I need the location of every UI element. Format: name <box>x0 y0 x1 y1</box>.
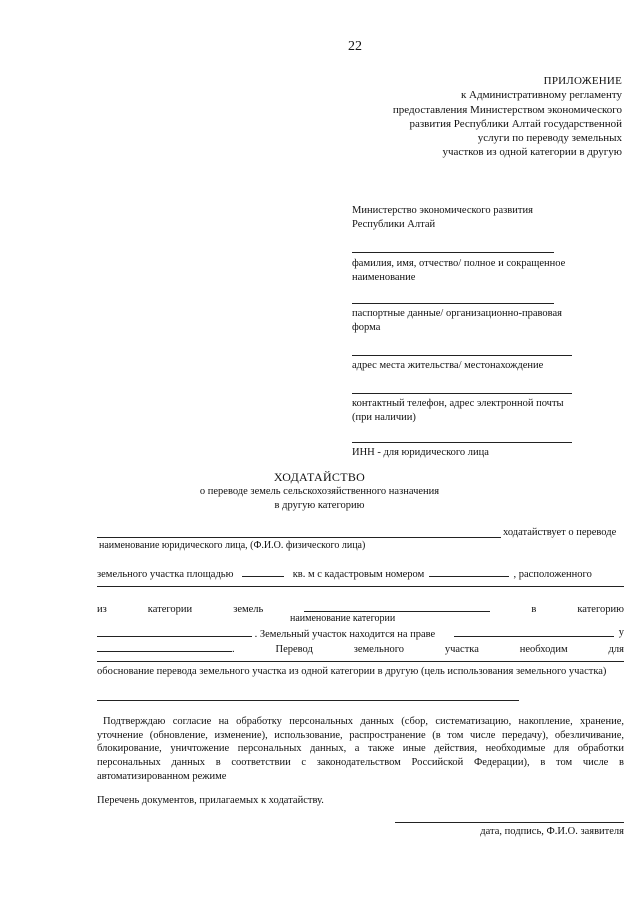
signature-line[interactable] <box>395 822 624 823</box>
justification-line-2[interactable] <box>97 700 519 701</box>
title-subtitle: в другую категорию <box>274 500 365 512</box>
plot-area-prefix: земельного участка площадью <box>97 569 234 580</box>
right-type-field[interactable] <box>454 626 614 637</box>
area-unit-text: кв. м с кадастровым номером <box>292 569 425 580</box>
address-hint: адрес места жительства/ местонахождение <box>352 360 544 371</box>
transfer-row <box>97 641 624 656</box>
transfer-word: необходим <box>519 644 568 655</box>
petitioner-line[interactable] <box>97 537 501 538</box>
cadastral-number-field[interactable] <box>429 566 509 577</box>
contacts-line[interactable] <box>352 393 572 394</box>
contacts-hint: контактный телефон, адрес электронной почты (при наличии) <box>352 398 564 423</box>
title-subtitle: о переводе земель сельскохозяйственного назначения <box>199 486 440 497</box>
addressee-line: Министерство экономического развития <box>352 205 533 216</box>
justification-line[interactable] <box>97 661 624 662</box>
category-hint: наименование категории <box>290 613 396 624</box>
right-text: . Земельный участок находится на праве <box>254 629 436 640</box>
addressee <box>352 204 612 231</box>
appendix-line: к Административному регламенту <box>460 89 622 102</box>
from-word: из <box>97 604 107 615</box>
addressee-line: Республики Алтай <box>352 218 436 230</box>
applicant-name-hint: фамилия, имя, отчество/ полное и сокращенное наименование <box>352 258 566 283</box>
from-category-field[interactable] <box>304 601 490 612</box>
address-line[interactable] <box>352 355 572 356</box>
title-main: ХОДАТАЙСТВО <box>273 470 366 484</box>
to-word: категорию <box>577 604 624 615</box>
transfer-word: участка <box>444 644 479 655</box>
appendix-line: предоставления Министерством экономического <box>392 103 622 116</box>
applicant-name-line[interactable] <box>352 252 554 253</box>
appendix-line: услуги по переводу земельных <box>477 132 622 145</box>
located-text: , расположенного <box>513 569 592 580</box>
passport-data-line[interactable] <box>352 303 554 304</box>
plot-area-field[interactable] <box>242 566 284 577</box>
appendix-heading: ПРИЛОЖЕНИЕ <box>543 75 622 87</box>
from-word: категории <box>147 604 193 615</box>
appendix-line: участков из одной категории в другую <box>442 146 622 159</box>
transfer-word: Перевод <box>275 644 313 655</box>
signature-caption: дата, подпись, Ф.И.О. заявителя <box>480 826 624 837</box>
documents-label: Перечень документов, прилагаемых к ходатайству. <box>97 795 324 806</box>
plot-area-row <box>97 566 624 581</box>
appendix-line: развития Республики Алтай государственной <box>409 117 622 130</box>
to-word: в <box>531 604 537 615</box>
inn-line[interactable] <box>352 442 572 443</box>
transfer-word: земельного <box>353 644 404 655</box>
from-word: земель <box>233 604 264 615</box>
right-suffix: у <box>618 627 624 638</box>
right-row <box>97 626 624 641</box>
petitions-text: ходатайствует о переводе <box>503 527 617 538</box>
period-mark: . <box>232 644 235 655</box>
petitioner-hint: наименование юридического лица, (Ф.И.О. физического лица) <box>99 540 366 551</box>
to-category-field[interactable] <box>97 626 252 637</box>
justification-hint: обоснование перевода земельного участка из одной категории в другую (цель использования земельного участка) <box>97 666 607 677</box>
owner-field[interactable] <box>97 641 232 652</box>
passport-data-hint: паспортные данные/ организационно-правовая форма <box>352 308 562 333</box>
page-number: 22 <box>348 39 362 54</box>
location-line[interactable] <box>97 586 624 587</box>
appendix-header <box>322 74 622 160</box>
document-title <box>0 470 639 513</box>
inn-hint: ИНН - для юридического лица <box>352 447 489 458</box>
transfer-word: для <box>608 644 624 655</box>
consent-paragraph: Подтверждаю согласие на обработку персональных данных (сбор, систематизацию, накопление, хранение, уточнение (обновление, изменение), использование, распространение (в том числе передачу), обезличивание, блокирование, уничтожение персональных данных, а также иные действия, необходимые для обработки персональных данных в соответствии с законодательством Российской Федерации), в том числе в автоматизированном режиме <box>97 716 624 782</box>
